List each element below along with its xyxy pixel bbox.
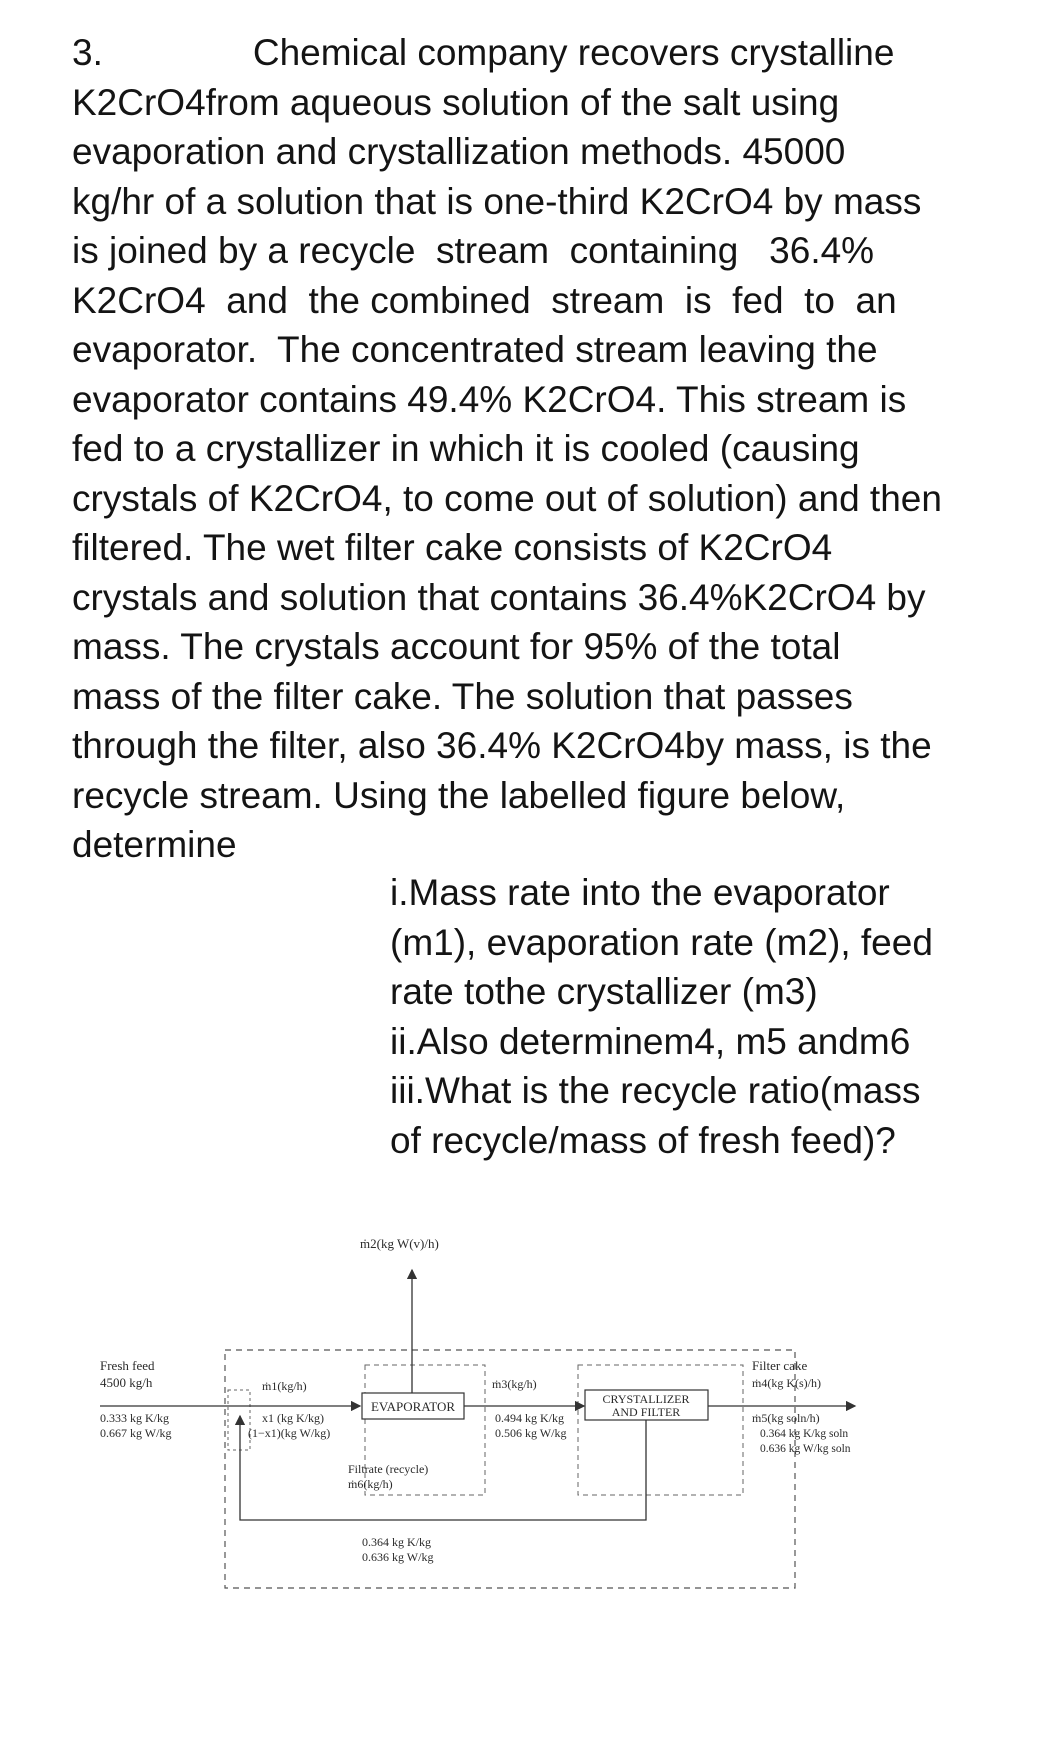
crystallizer-label: CRYSTALLIZER [602,1392,690,1406]
fresh-feed-rate: 4500 kg/h [100,1375,153,1390]
m5-k: 0.364 kg K/kg soln [760,1428,849,1440]
problem-line: kg/hr of a solution that is one-third K2CrO4 by mass [72,180,922,222]
m1-label: ṁ1(kg/h) [262,1379,307,1393]
question-line: i.Mass rate into the evaporator [390,872,890,913]
crystallizer-boundary [578,1365,743,1495]
question-line: rate tothe crystallizer (m3) [390,971,818,1012]
fresh-feed-w: 0.667 kg W/kg [100,1426,172,1440]
question-line: (m1), evaporation rate (m2), feed [390,921,933,963]
problem-line-1 [72,28,1002,78]
problem-number: 3. [72,32,103,73]
problem-line: filtered. The wet filter cake consists of K2CrO4 [72,527,833,568]
problem-line: mass of the filter cake. The solution that passes [72,675,853,717]
filter-label: AND FILTER [611,1405,681,1419]
fresh-feed-title: Fresh feed [100,1358,155,1373]
problem-line: crystals and solution that contains 36.4%K2CrO4 by [72,576,926,618]
m3-k: 0.494 kg K/kg [495,1411,564,1425]
question-line: iii.What is the recycle ratio(mass [390,1070,921,1111]
m3-w: 0.506 kg W/kg [495,1426,567,1440]
mixer-boundary [228,1390,250,1450]
problem-line: recycle stream. Using the labelled figure below, [72,774,846,816]
problem-line: mass. The crystals account for 95% of the total [72,626,841,667]
m6-label: ṁ6(kg/h) [348,1477,393,1491]
m1-k: x1 (kg K/kg) [262,1411,324,1425]
problem-statement [72,28,1002,870]
filtrate-title: Filtrate (recycle) [348,1462,429,1476]
problem-line: crystals of K2CrO4, to come out of solution) and then [72,477,942,519]
evaporator-label: EVAPORATOR [370,1399,456,1414]
m5-label: ṁ5(kg soln/h) [752,1411,820,1425]
filter-cake-title: Filter cake [752,1358,808,1373]
problem-line: K2CrO4 and the combined stream is fed to an [72,279,897,321]
problem-line: fed to a crystallizer in which it is cooled (causing [72,428,860,469]
problem-text: Chemical company recovers crystalline [252,32,895,73]
m4-label: ṁ4(kg K(s)/h) [752,1376,821,1390]
question-line: ii.Also determinem4, m5 andm6 [390,1020,911,1062]
vapor-label: ṁ2(kg W(v)/h) [360,1236,439,1251]
problem-line: evaporator contains 49.4% K2CrO4. This stream is [72,378,907,420]
problem-line: evaporation and crystallization methods. 45000 [72,131,846,172]
problem-line: evaporator. The concentrated stream leaving the [72,329,878,370]
questions-block [390,868,990,1165]
problem-line: K2CrO4from aqueous solution of the salt using [72,81,840,123]
m6-k: 0.364 kg K/kg [362,1535,431,1549]
m6-w: 0.636 kg W/kg [362,1550,434,1564]
problem-line: through the filter, also 36.4% K2CrO4by mass, is the [72,725,932,766]
problem-line: determine [72,824,237,865]
m1-w: (1−x1)(kg W/kg) [248,1426,331,1440]
flow-diagram [100,1230,960,1720]
problem-line: is joined by a recycle stream containing 36.4% [72,230,875,271]
m5-w: 0.636 kg W/kg soln [760,1443,851,1455]
process-flow-figure [100,1230,960,1720]
m3-label: ṁ3(kg/h) [492,1377,537,1391]
question-line: of recycle/mass of fresh feed)? [390,1119,896,1161]
fresh-feed-k: 0.333 kg K/kg [100,1411,169,1425]
